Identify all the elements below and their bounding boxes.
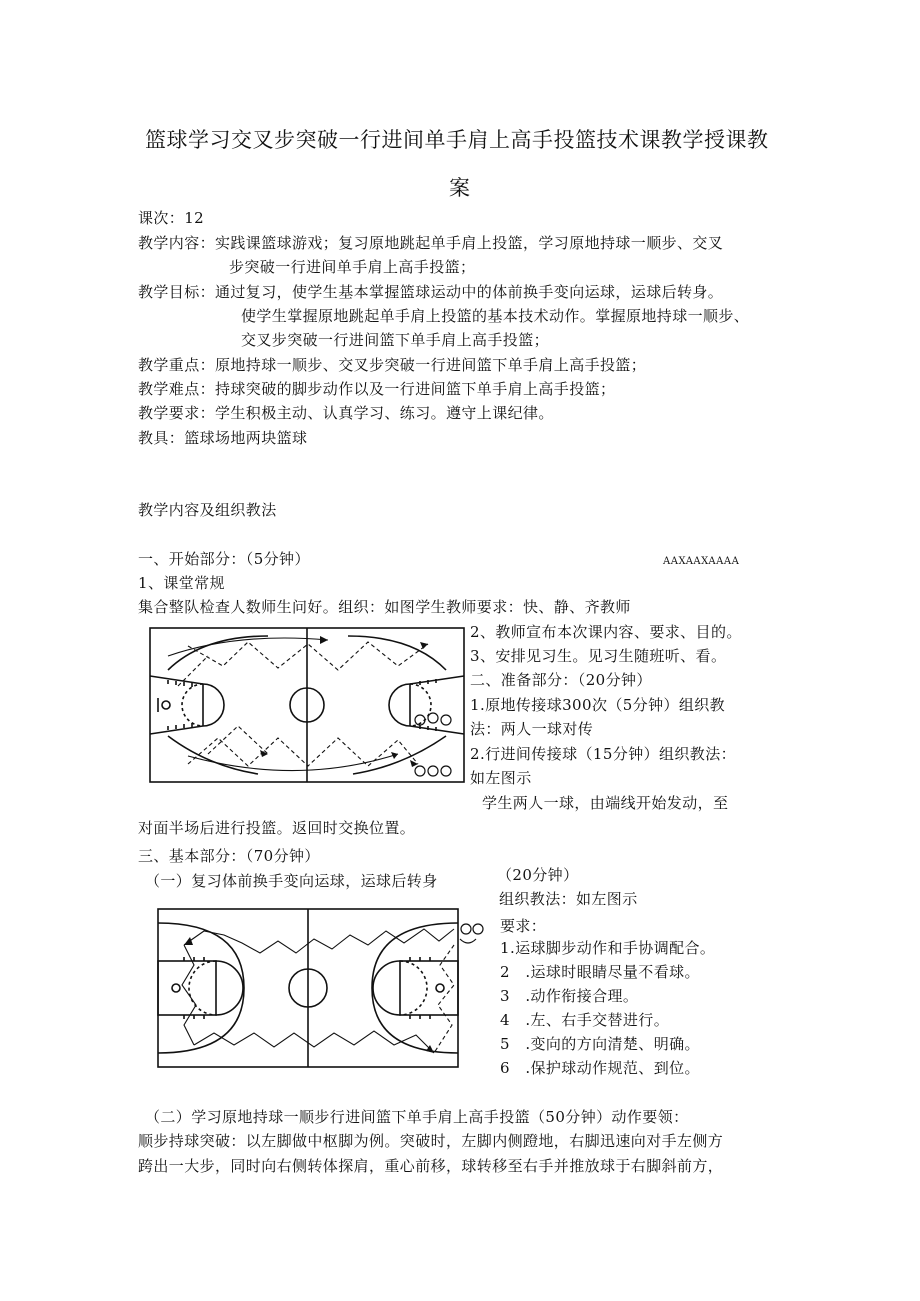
teaching-goal-cont-2: 交叉步突破一行进间篮下单手肩上高手投篮； bbox=[241, 331, 550, 349]
requirement-item: 4 .左、右手交替进行。 bbox=[500, 1011, 670, 1029]
teaching-goal: 教学目标：通过复习，使学生基本掌握篮球运动中的体前换手变向运球，运球后转身。 bbox=[138, 283, 724, 301]
court-diagram-dribbling bbox=[154, 905, 490, 1071]
requirement-item: 3 .动作衔接合理。 bbox=[500, 987, 639, 1005]
lesson-number: 课次：12 bbox=[138, 209, 205, 227]
difficulty: 教学难点：持球突破的脚步动作以及一行进间篮下单手肩上高手投篮； bbox=[138, 380, 616, 398]
section-title: 教学内容及组织教法 bbox=[138, 501, 277, 519]
part3-heading: 三、基本部分：（70分钟） bbox=[138, 847, 320, 865]
requirement-item: 5 .变向的方向清楚、明确。 bbox=[500, 1035, 700, 1053]
court-diagram-passing bbox=[148, 626, 468, 786]
part1-heading: 一、开始部分：（5分钟） bbox=[138, 550, 310, 568]
part2-heading: 二、准备部分：（20分钟） bbox=[470, 671, 652, 689]
teaching-content: 教学内容：实践课篮球游戏；复习原地跳起单手肩上投篮，学习原地持球一顺步、交叉 bbox=[138, 234, 724, 252]
part1-students: 学生两人一球，由端线开始发动，至 bbox=[482, 794, 729, 812]
key-point: 教学重点：原地持球一顺步、交叉步突破一行进间篮下单手肩上高手投篮； bbox=[138, 356, 647, 374]
part3-org: 组织教法：如左图示 bbox=[499, 890, 638, 908]
part3-body-cont: 跨出一大步，同时向右侧转体探肩，重心前移，球转移至右手并推放球于右脚斜前方， bbox=[138, 1157, 724, 1175]
formation-marks: AAXAAXAAAA bbox=[663, 556, 740, 567]
part3-sub1: （一）复习体前换手变向运球，运球后转身 bbox=[145, 872, 438, 890]
part3-sub2: （二）学习原地持球一顺步行进间篮下单手肩上高手投篮（50分钟）动作要领： bbox=[145, 1108, 689, 1126]
equipment: 教具：篮球场地两块篮球 bbox=[138, 429, 308, 447]
part1-item1: 1、课堂常规 bbox=[138, 574, 225, 592]
part3-time: （20分钟） bbox=[497, 866, 579, 884]
part1-right-line: 如左图示 bbox=[470, 769, 532, 787]
requirement-item: 1.运球脚步动作和手协调配合。 bbox=[500, 939, 716, 957]
part3-body: 顺步持球突破：以左脚做中枢脚为例。突破时，左脚内侧蹬地，右脚迅速向对手左侧方 bbox=[138, 1132, 724, 1150]
part3-req-label: 要求： bbox=[500, 917, 547, 935]
part1-students-cont: 对面半场后进行投篮。返回时交换位置。 bbox=[138, 819, 416, 837]
part1-right-line: 2.行进间传接球（15分钟）组织教法： bbox=[470, 745, 736, 763]
part1-right-line: 法：两人一球对传 bbox=[470, 720, 594, 738]
teaching-content-cont: 步突破一行进间单手肩上高手投篮； bbox=[229, 258, 476, 276]
page-title: 篮球学习交叉步突破一行进间单手肩上高手投篮技术课教学授课教 bbox=[145, 128, 769, 152]
part1-assemble: 集合整队检查人数师生问好。组织：如图学生教师要求：快、静、齐教师 bbox=[138, 598, 631, 616]
requirement: 教学要求：学生积极主动、认真学习、练习。遵守上课纪律。 bbox=[138, 404, 554, 422]
requirement-item: 2 .运球时眼睛尽量不看球。 bbox=[500, 963, 700, 981]
part1-right-line: 2、教师宣布本次课内容、要求、目的。 bbox=[470, 623, 742, 641]
teaching-goal-cont-1: 使学生掌握原地跳起单手肩上投篮的基本技术动作。掌握原地持球一顺步、 bbox=[241, 307, 750, 325]
page-title-continued: 案 bbox=[449, 176, 471, 200]
part1-right-line: 3、安排见习生。见习生随班听、看。 bbox=[470, 647, 727, 665]
requirement-item: 6 .保护球动作规范、到位。 bbox=[500, 1059, 700, 1077]
part1-right-line: 1.原地传接球300次（5分钟）组织教 bbox=[470, 696, 726, 714]
